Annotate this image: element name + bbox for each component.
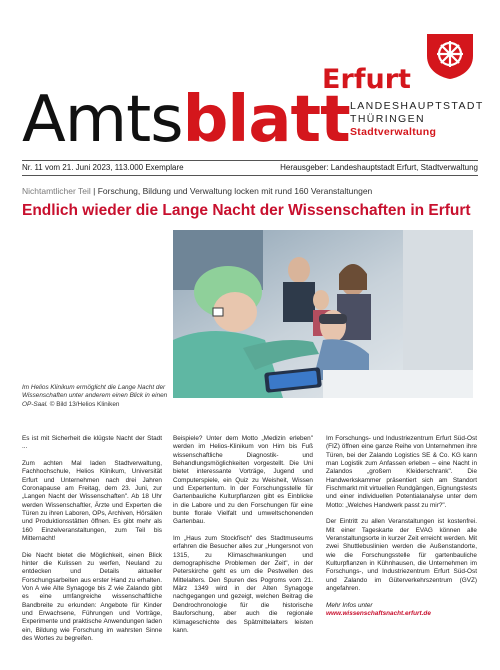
paragraph: Im Forschungs- und Industriezentrum Erfurt Süd-Ost (FIZ) öffnen eine ganze Reihe von Unternehmen ihre Türen, bei der Zalando Logistics SE & Co. KG kann man Logistik zum Anfassen erleben – eine Nacht in Zalandos „großem Kleiderschrank". Die Handwerkskammer präsentiert sich am Standort Fischmarkt mit virtuellen Rundgängen, Eignungstests und einer individuellen Potentialanalyse unter dem Motto: „Welches Handwerk passt zu mir?". <box>326 435 477 509</box>
city-subtitle-line-2: THÜRINGEN <box>350 113 426 125</box>
paragraph: Im „Haus zum Stockfisch" des Stadtmuseums erfahren die Besucher alles zur „Hungersnot von 1315, zu Klimaschwankungen und demographische Problemen der Zeit", in der Peterskirche geht es um die Pestwellen des Mittelalters. Den Spuren des Pogroms vom 21. März 1349 wird in der Alten Synagoge nachgegangen und gezeigt, welchen Beitrag die Dendrochronologie für die historische Bauforschung, aber auch die regionale Klimageschichte des Spätmittelalters leisten kann. <box>173 535 313 634</box>
paragraph: Beispiele? Unter dem Motto „Medizin erleben" werden im Helios-Klinikum von Hirn bis Fuß wissenschaftliche Diagnostik- und Behandlungsmöglichkeiten vorgestellt. Die Uni bietet interessante Vorträge, Jugend und Computerspiele, ein Quiz zu Weisheit, Wissen und Expertentum. In der Forschungsstelle für Gartenbauliche Kulturpflanzen gibt es Einblicke in die Labore und zu den Forschungen für eine bunte florale Vielfalt und umweltschonenden Gartenbau. <box>173 435 313 526</box>
article-photo <box>173 230 473 398</box>
text-column-3 <box>326 435 477 618</box>
publisher: Herausgeber: Landeshauptstadt Erfurt, Stadtverwaltung <box>280 163 478 172</box>
city-subtitle-line-3: Stadtverwaltung <box>350 126 437 138</box>
city-name: Erfurt <box>322 64 411 95</box>
title-part-1: Amts <box>22 83 183 157</box>
paragraph: Zum achten Mal laden Stadtverwaltung, Fachhochschule, Helios Klinikum, Universität Erfurt und Unternehmen nach drei Jahren Coronapause am Freitag, dem 23. Juni, zur „Langen Nacht der Wissenschaften". Ab 18 Uhr werden Wissenschaftler, Ärzte und Experten die Türen zu ihren Laboren, OPs, Archiven, Hörsälen und Produktionsstätten öffnen. Es gibt mehr als 160 Einzelveranstaltungen, zum Teil bis Mitternacht! <box>22 459 162 543</box>
rubric-label: Nichtamtlicher Teil <box>22 186 91 196</box>
text-column-1 <box>22 435 162 652</box>
issue-info-bar <box>22 160 478 176</box>
photo-caption <box>22 384 172 409</box>
city-subtitle-line-1: LANDESHAUPTSTADT <box>350 100 484 112</box>
article-kicker <box>22 186 372 196</box>
coat-of-arms-icon <box>425 32 475 80</box>
title-part-2: blatt <box>182 83 350 157</box>
caption-text: Im Helios Klinikum ermöglicht die Lange Nacht der Wissenschaften unter anderem einen Blick in einen OP-Saal. <box>22 384 168 408</box>
more-info <box>326 602 477 619</box>
newspaper-title <box>22 83 350 157</box>
text-column-2 <box>173 435 313 644</box>
article-headline: Endlich wieder die Lange Nacht der Wissenschaften in Erfurt <box>22 202 471 219</box>
kicker-text: | Forschung, Bildung und Verwaltung locken mit rund 160 Veranstaltungen <box>90 186 373 196</box>
paragraph: Die Nacht bietet die Möglichkeit, einen Blick hinter die Kulissen zu werfen, Neuland zu entdecken und Details aktueller Forschungsarbeiten aus erster Hand zu erhalten. Von A wie Alte Synagoge bis Z wie Zalando gibt es eine umfangreiche wissenschaftliche Bandbreite zu erkunden: Angebote für Kinder und Erwachsene, Führungen und Vorträge, Experimente und praktische Anwendungen laden ein, Bildung wie Forschung im wahrsten Sinne des Wortes zu begreifen. <box>22 551 162 643</box>
paragraph: Es ist mit Sicherheit die klügste Nacht der Stadt ... <box>22 435 162 451</box>
website-link[interactable]: www.wissenschaftsnacht.erfurt.de <box>326 610 431 618</box>
paragraph: Der Eintritt zu allen Veranstaltungen ist kostenfrei. Mit einer Tageskarte der EVAG können alle Veranstaltungsorte in kurzer Zeit erreicht werden. Mit zwei Shuttlebuslinien werden die Außenstandorte, wie die Forschungsstelle für gartenbauliche Kulturpflanzen in Kühnhausen, die Unternehmen im Forschungs-, und Industriezentrum Erfurt Süd-Ost und Zalando im Güterverkehrszentrum (GVZ) angefahren. <box>326 518 477 593</box>
issue-number: Nr. 11 vom 21. Juni 2023, 113.000 Exemplare <box>22 163 184 172</box>
photo-credit: © Bild 13/Helios Kliniken <box>49 400 120 408</box>
more-info-label: Mehr Infos unter <box>326 601 373 609</box>
